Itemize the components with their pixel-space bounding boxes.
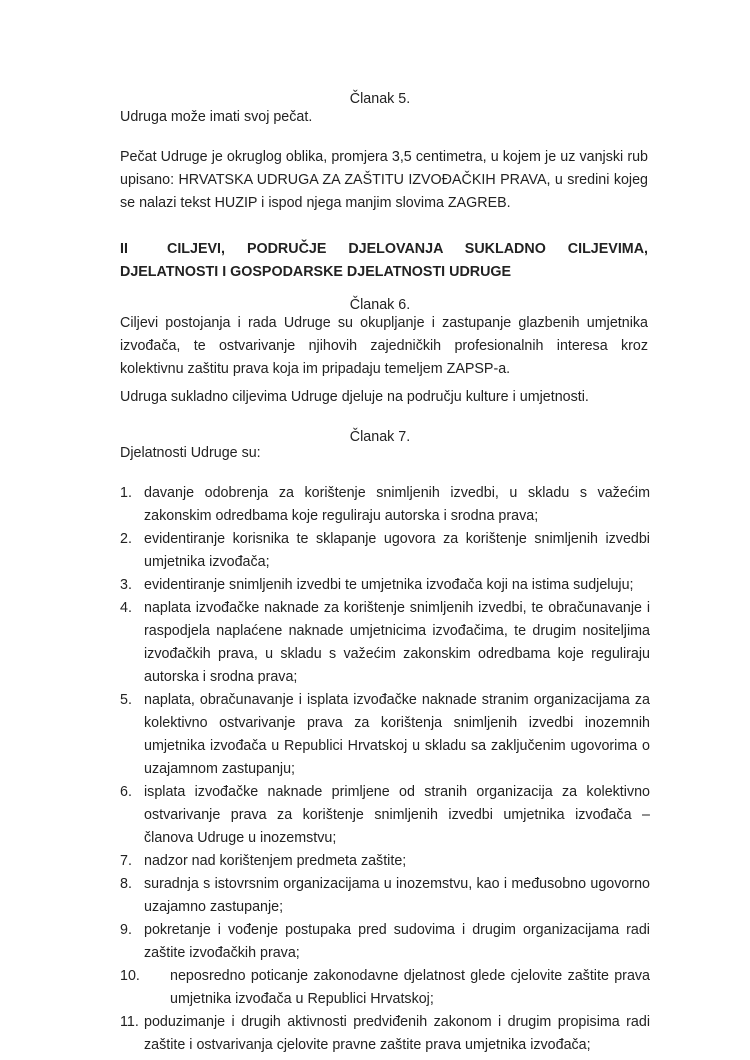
list-item-number: 1. — [120, 485, 132, 501]
article-6-heading: Članak 6. — [349, 297, 411, 313]
article-7-intro: Djelatnosti Udruge su: — [120, 445, 261, 461]
list-item — [120, 689, 650, 781]
list-item — [120, 528, 650, 574]
list-item-text: pokretanje i vođenje postupaka pred sudovima i drugim organizacijama radi zaštite izvođačkih prava; — [144, 922, 650, 961]
list-item-number: 7. — [120, 853, 132, 869]
list-item-text: poduzimanje i drugih aktivnosti predviđenih zakonom i drugim propisima radi zaštite i ostvarivanja cjelovite pravne zaštite prava umjetnika izvođača; — [144, 1014, 650, 1053]
list-item — [120, 873, 650, 919]
list-item-text: neposredno poticanje zakonodavne djelatnost glede cjelovite zaštite prava umjetnika izvođača u Republici Hrvatskoj; — [170, 968, 650, 1007]
list-item-text: evidentiranje snimljenih izvedbi te umjetnika izvođača koji na istima sudjeluju; — [144, 577, 634, 593]
list-item-number: 9. — [120, 922, 132, 938]
list-item — [120, 597, 650, 689]
list-item-number: 6. — [120, 784, 132, 800]
list-item-text: evidentiranje korisnika te sklapanje ugovora za korištenje snimljenih izvedbi umjetnika izvođača; — [144, 531, 650, 570]
article-6-paragraph-1: Ciljevi postojanja i rada Udruge su okupljanje i zastupanje glazbenih umjetnika izvođača, te ostvarivanje njihovih zajedničkih profesionalnih interesa kroz kolektivnu zaštitu prava koja im pripadaju temeljem ZAPSP-a. — [120, 315, 648, 377]
article-6-paragraph-2: Udruga sukladno ciljevima Udruge djeluje na području kulture i umjetnosti. — [120, 389, 589, 405]
list-item — [120, 1011, 650, 1057]
list-item-number: 11. — [120, 1014, 139, 1030]
list-item-text: nadzor nad korištenjem predmeta zaštite; — [144, 853, 407, 869]
article-5-heading: Članak 5. — [349, 91, 411, 107]
list-item-number: 2. — [120, 531, 132, 547]
list-item-number: 8. — [120, 876, 132, 892]
list-item — [120, 850, 650, 873]
list-item — [120, 919, 650, 965]
list-item — [120, 965, 650, 1011]
list-item-number: 5. — [120, 692, 132, 708]
list-item-text: naplata izvođačke naknade za korištenje snimljenih izvedbi, te obračunavanje i raspodjela naplaćene naknade umjetnicima izvođačima, te drugim nositeljima izvođačkih prava, u skladu s važećim zakonskim odredbama koje reguliraju autorska i srodna prava; — [144, 600, 650, 685]
list-item-number: 10. — [120, 968, 140, 984]
list-item-text: isplata izvođačke naknade primljene od stranih organizacija za kolektivno ostvarivanje prava za korištenje snimljenih izvedbi umjetnika izvođača – članova Udruge u inozemstvu; — [144, 784, 650, 846]
article-7-heading: Članak 7. — [349, 429, 411, 445]
list-item-text: suradnja s istovrsnim organizacijama u inozemstvu, kao i međusobno ugovorno uzajamno zastupanje; — [144, 876, 650, 915]
list-item-number: 4. — [120, 600, 132, 616]
list-item — [120, 574, 650, 597]
section-numeral: II — [120, 241, 128, 257]
list-item — [120, 482, 650, 528]
list-item-text: naplata, obračunavanje i isplata izvođačke naknade stranim organizacijama za kolektivno ostvarivanje prava za korištenja snimljenih izvedbi inozemnih umjetnika izvođača u Republici Hrvatskoj u skladu sa zaključenim ugovorima o uzajamnom zastupanju; — [144, 692, 650, 777]
article-5-intro: Udruga može imati svoj pečat. — [120, 109, 313, 125]
section-title: CILJEVI, PODRUČJE DJELOVANJA SUKLADNO CILJEVIMA, DJELATNOSTI I GOSPODARSKE DJELATNOSTI UDRUGE — [120, 241, 648, 280]
article-5-body: Pečat Udruge je okruglog oblika, promjera 3,5 centimetra, u kojem je uz vanjski rub upisano: HRVATSKA UDRUGA ZA ZAŠTITU IZVOĐAČKIH PRAVA, u sredini kojeg se nalazi tekst HUZIP i ispod njega manjim slovima ZAGREB. — [120, 149, 648, 211]
list-item-text: davanje odobrenja za korištenje snimljenih izvedbi, u skladu s važećim zakonskim odredbama koje reguliraju autorska i srodna prava; — [144, 485, 650, 524]
list-item — [120, 781, 650, 850]
list-item-number: 3. — [120, 577, 132, 593]
